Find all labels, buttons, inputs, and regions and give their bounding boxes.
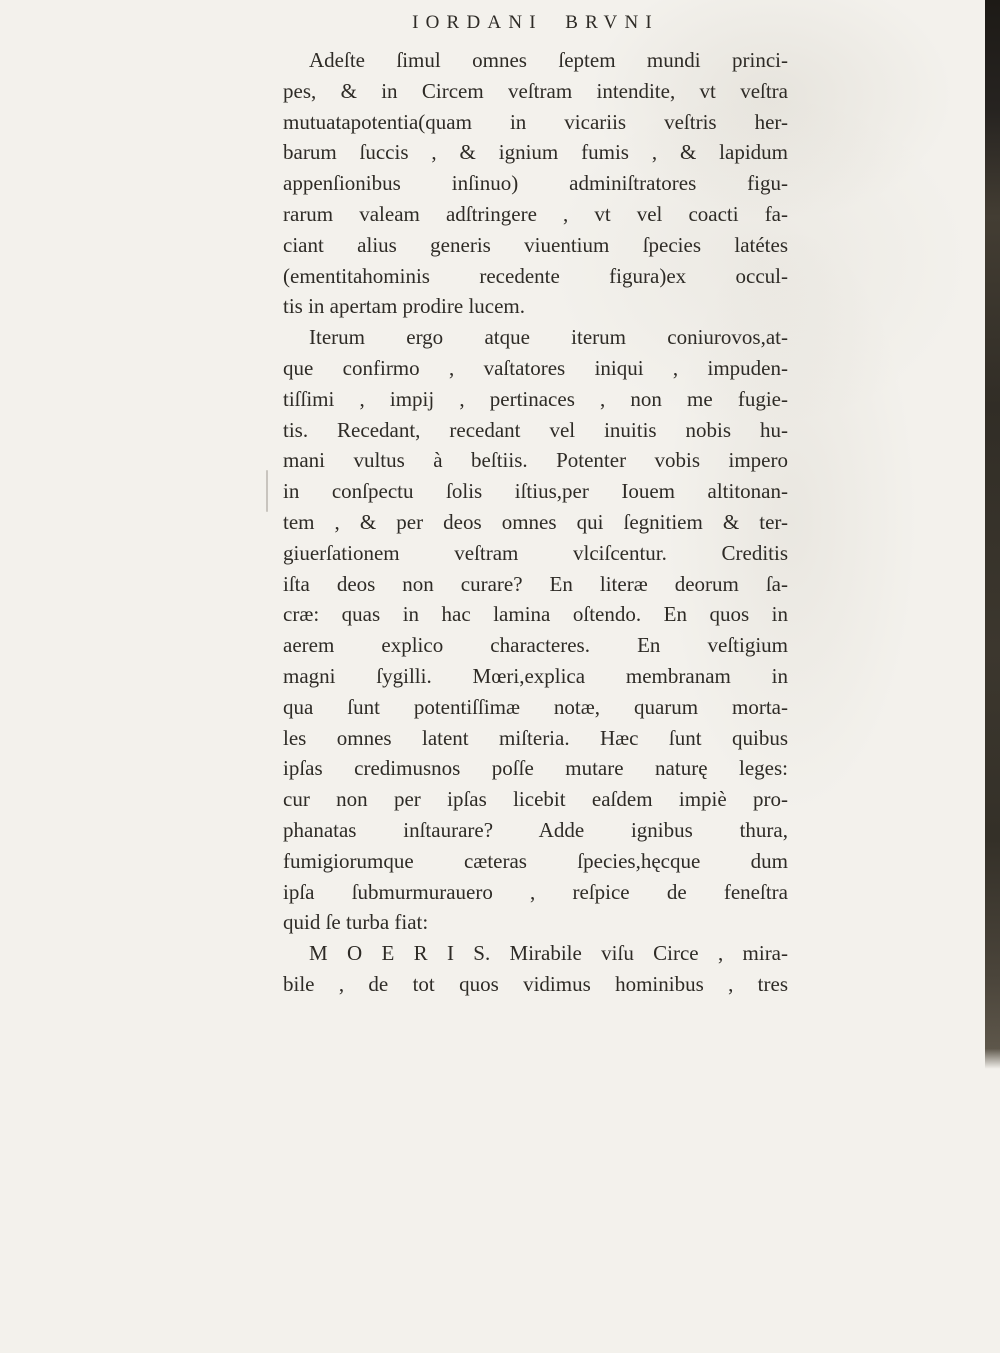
text-line: fumigiorumque cæteras ſpecies,hęcque dum: [283, 848, 788, 873]
text-line: les omnes latent miſteria. Hæc ſunt quibus: [283, 725, 788, 750]
text-line: (ementitahominis recedente figura)ex occul-: [283, 263, 788, 288]
text-line: in conſpectu ſolis iſtius,per Iouem altitonan-: [283, 479, 788, 504]
text-line: tis. Recedant, recedant vel inuitis nobis hu-: [283, 417, 788, 442]
text-line: iſta deos non curare? En literæ deorum ſa-: [283, 571, 788, 596]
paragraph: [283, 938, 788, 1000]
text-line: ipſa ſubmurmurauero , reſpice de feneſtra: [283, 879, 788, 904]
text-line: bile , de tot quos vidimus hominibus , tres: [283, 971, 788, 996]
page-edge-shadow: [985, 0, 1000, 1353]
text-line: magni ſygilli. Mœri,explica membranam in: [283, 663, 788, 688]
text-line: phanatas inſtaurare? Adde ignibus thura,: [283, 817, 788, 842]
text-line: cræ: quas in hac lamina oſtendo. En quos in: [283, 602, 788, 627]
text-line: rarum valeam adſtringere , vt vel coacti fa-: [283, 201, 788, 226]
text-line: tem , & per deos omnes qui ſegnitiem & ter-: [283, 509, 788, 534]
text-line: pes, & in Circem veſtram intendite, vt veſtra: [283, 78, 788, 103]
text-line: mutuatapotentia(quam in vicariis veſtris her-: [283, 109, 788, 134]
text-content: [283, 12, 788, 1000]
text-block: [283, 45, 788, 1000]
text-line: ipſas credimusnos poſſe mutare naturę leges:: [283, 756, 788, 781]
text-line: barum ſuccis , & ignium fumis , & lapidum: [283, 140, 788, 165]
text-line: qua ſunt potentiſſimæ notæ, quarum morta-: [283, 694, 788, 719]
text-line: Iterum ergo atque iterum coniurovos,at-: [309, 325, 788, 350]
text-line: appenſionibus inſinuo) adminiſtratores figu-: [283, 171, 788, 196]
text-line: M O E R I S. Mirabile viſu Circe , mira-: [309, 941, 788, 966]
running-header: IORDANI BRVNI: [412, 12, 659, 33]
text-line: ciant alius generis viuentium ſpecies latétes: [283, 232, 788, 257]
crease-mark: [266, 470, 268, 512]
text-line: Adeſte ſimul omnes ſeptem mundi princi-: [309, 48, 788, 72]
paragraph: [283, 322, 788, 938]
text-line: tiſſimi , impij , pertinaces , non me fugie-: [283, 386, 788, 411]
text-line: giuerſationem veſtram vlciſcentur. Creditis: [283, 540, 788, 565]
text-line: que confirmo , vaſtatores iniqui , impuden-: [283, 355, 788, 380]
paragraph: [283, 45, 788, 322]
text-line: aerem explico characteres. En veſtigium: [283, 633, 788, 658]
text-line: tis in apertam prodire lucem.: [283, 294, 526, 319]
text-line: cur non per ipſas licebit eaſdem impiè pro-: [283, 787, 788, 812]
text-line: quid ſe turba fiat:: [283, 910, 429, 935]
text-line: mani vultus à beſtiis. Potenter vobis impero: [283, 448, 788, 473]
